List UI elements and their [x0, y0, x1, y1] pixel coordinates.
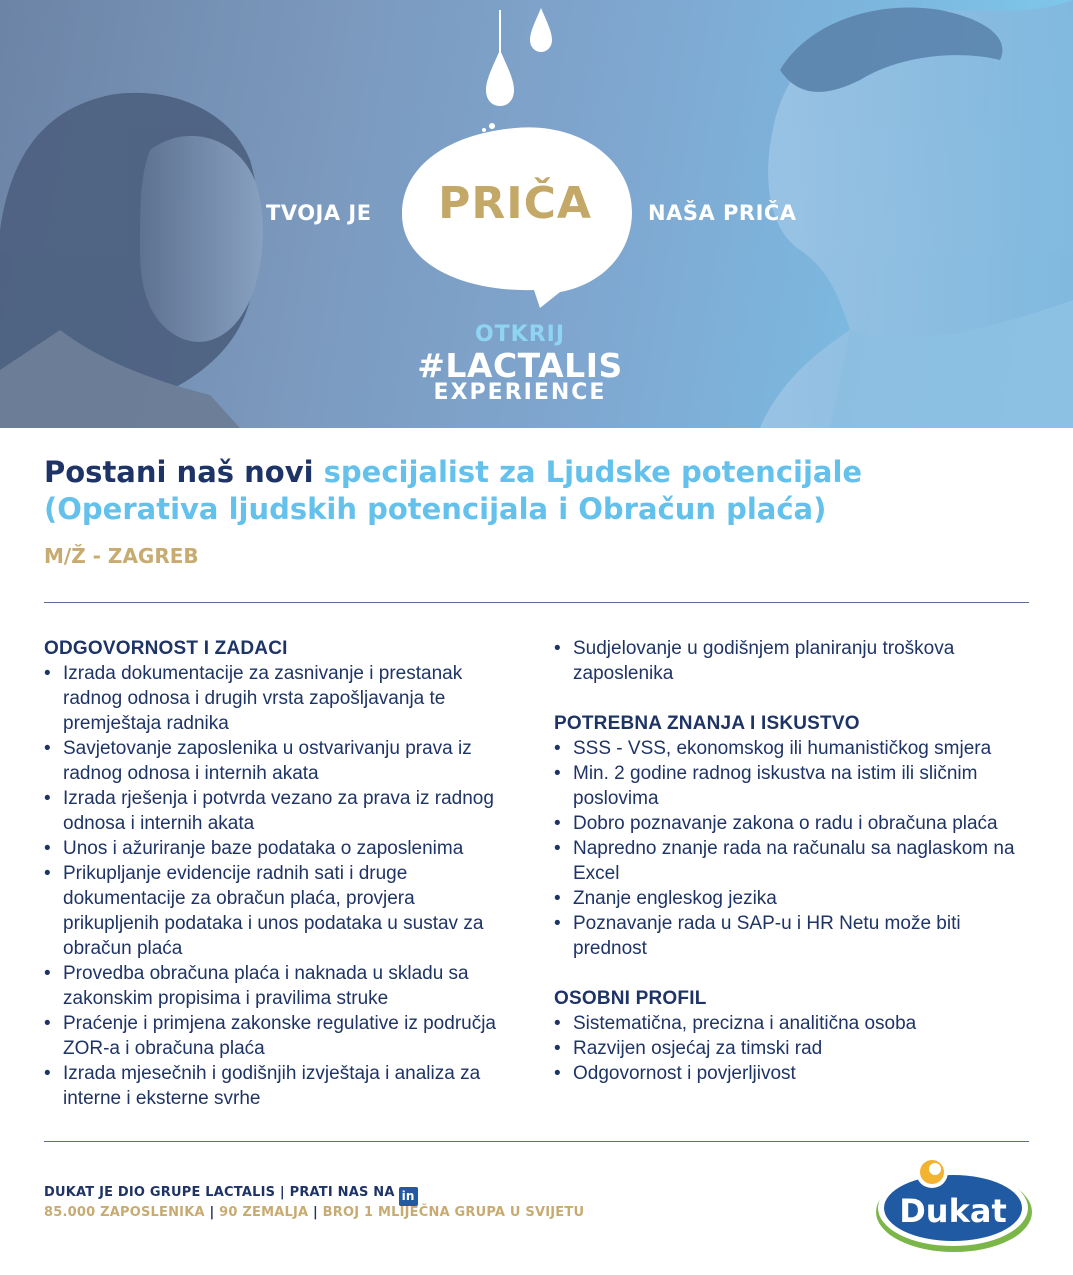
list-item: • Odgovornost i povjerljivost: [554, 1061, 1034, 1086]
footer-rank: BROJ 1 MLIJEČNA GRUPA U SVIJETU: [322, 1205, 585, 1220]
requirements-heading: POTREBNA ZNANJA I ISKUSTVO: [554, 713, 860, 734]
footer-countries: 90 ZEMALJA: [219, 1205, 309, 1220]
list-item: • Min. 2 godine radnog iskustva na istim ili sličnim poslovima: [554, 761, 1034, 811]
list-item: • Znanje engleskog jezika: [554, 886, 1034, 911]
list-item: • Provedba obračuna plaća i naknada u skladu sa zakonskim propisima i pravilima struke: [44, 961, 514, 1011]
logo-text: Dukat: [899, 1192, 1007, 1230]
divider-bottom: [44, 1141, 1029, 1142]
hero-otkrij: OTKRIJ: [474, 322, 566, 347]
hero-left-text: TVOJA JE: [266, 201, 372, 225]
woman-silhouette: [0, 93, 263, 428]
footer-employees: 85.000 ZAPOSLENIKA: [44, 1205, 205, 1220]
footer-line-1: DUKAT JE DIO GRUPE LACTALIS | PRATI NAS NA in: [44, 1185, 418, 1206]
hero-bubble-text: PRIČA: [438, 178, 592, 229]
footer-group-text: DUKAT JE DIO GRUPE LACTALIS: [44, 1185, 276, 1200]
list-item: • Razvijen osjećaj za timski rad: [554, 1036, 1034, 1061]
list-item: • Unos i ažuriranje baze podataka o zaposlenima: [44, 836, 514, 861]
list-item: • Izrada dokumentacije za zasnivanje i prestanak radnog odnosa i drugih vrsta zapošljavanja te premještaja radnika: [44, 661, 514, 736]
right-column: [554, 636, 1034, 1086]
dukat-logo: [872, 1150, 1034, 1254]
list-item: • Poznavanje rada u SAP-u i HR Netu može biti prednost: [554, 911, 1034, 961]
title-subposition: (Operativa ljudskih potencijala i Obračun plaća): [44, 492, 827, 526]
hero-hashtag: #LACTALIS: [417, 346, 623, 385]
job-location: M/Ž - ZAGREB: [44, 544, 199, 568]
title-position: specijalist za Ljudske potencijale: [323, 455, 863, 489]
responsibilities-section: [44, 636, 514, 1111]
linkedin-icon[interactable]: in: [399, 1187, 418, 1206]
list-item: • Izrada rješenja i potvrda vezano za prava iz radnog odnosa i internih akata: [44, 786, 514, 836]
title-intro: Postani naš novi: [44, 455, 324, 489]
list-item: • SSS - VSS, ekonomskog ili humanističkog smjera: [554, 736, 1034, 761]
list-item: • Napredno znanje rada na računalu sa naglaskom na Excel: [554, 836, 1034, 886]
list-item: • Praćenje i primjena zakonske regulative iz područja ZOR-a i obračuna plaća: [44, 1011, 514, 1061]
milk-drops-icon: [486, 8, 552, 106]
divider-top: [44, 602, 1029, 603]
requirements-list: [554, 736, 1034, 961]
footer-line-2: 85.000 ZAPOSLENIKA | 90 ZEMALJA | BROJ 1 MLIJEČNA GRUPA U SVIJETU: [44, 1205, 585, 1220]
job-title: [44, 454, 1034, 528]
responsibilities-list-continued: [554, 636, 1034, 686]
list-item: • Dobro poznavanje zakona o radu i obračuna plaća: [554, 811, 1034, 836]
hero-banner: [0, 0, 1073, 428]
man-silhouette: [760, 0, 1073, 428]
list-item: • Sistematična, precizna i analitična osoba: [554, 1011, 1034, 1036]
list-item: • Savjetovanje zaposlenika u ostvarivanju prava iz radnog odnosa i internih akata: [44, 736, 514, 786]
profile-list: [554, 1011, 1034, 1086]
responsibilities-heading: ODGOVORNOST I ZADACI: [44, 638, 288, 659]
list-item: • Prikupljanje evidencije radnih sati i druge dokumentacije za obračun plaća, provjera prikupljenih podataka i unos podataka u sustav za obračun plaća: [44, 861, 514, 961]
hero-experience: EXPERIENCE: [433, 380, 607, 405]
footer-follow-text: PRATI NAS NA: [289, 1185, 395, 1200]
list-item: • Izrada mjesečnih i godišnjih izvještaja i analiza za interne i eksterne svrhe: [44, 1061, 514, 1111]
list-item: • Sudjelovanje u godišnjem planiranju troškova zaposlenika: [554, 636, 1034, 686]
profile-heading: OSOBNI PROFIL: [554, 988, 707, 1009]
responsibilities-list: [44, 661, 514, 1111]
hero-right-text: NAŠA PRIČA: [648, 201, 797, 225]
